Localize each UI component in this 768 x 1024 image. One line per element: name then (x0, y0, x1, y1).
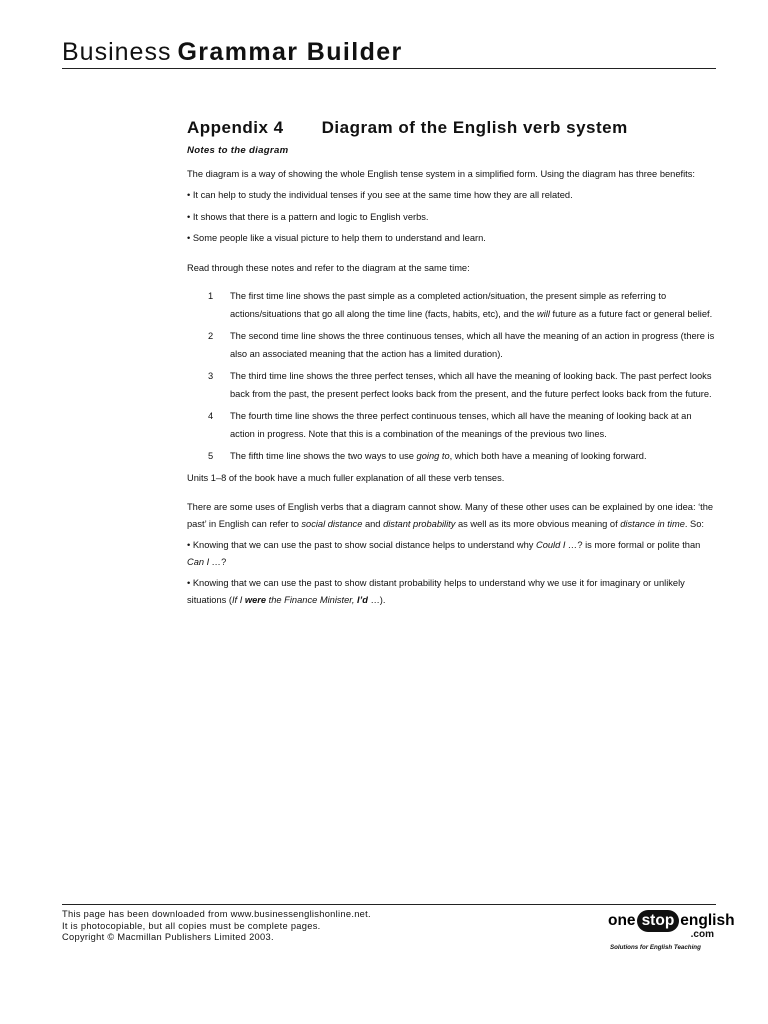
page-title (187, 116, 717, 140)
note-text: The second time line shows the three continuous tenses, which all have the meaning of an action in progress (there is also an associated meaning that the action has a limited duration). (230, 331, 715, 359)
emphasis: Can I … (187, 556, 222, 567)
benefit-item: • Some people like a visual picture to help them to understand and learn. (187, 233, 486, 243)
text-part: and (362, 518, 384, 529)
note-text-part: , which both have a meaning of looking forward. (449, 451, 647, 461)
footer-text (62, 909, 371, 944)
strong-emphasis: were (244, 594, 267, 605)
logo-stop: stop (637, 910, 680, 932)
logo-english: english (680, 912, 735, 929)
emphasis: Could I … (536, 540, 578, 550)
strong-emphasis: I’d (357, 594, 368, 605)
logo-tagline: Solutions for English Teaching (610, 944, 701, 951)
emphasis: distance in time (620, 518, 685, 529)
note-item (187, 408, 717, 443)
page-header (62, 34, 716, 69)
text-part: ? is more formal or polite than (577, 540, 701, 550)
note-text (230, 288, 717, 323)
logo-com: .com (690, 929, 714, 940)
note-item (187, 288, 717, 323)
footer-line: Copyright © Macmillan Publishers Limited 2003. (62, 932, 274, 942)
note-text-part: The first time line shows the past simple as a completed action/situation, the present simple as referring to actions/situations that go all along the time line (facts, habits, etc), and the (230, 291, 667, 319)
brand-light: Business (62, 38, 172, 66)
emphasis: distant probability (383, 518, 456, 529)
section-subtitle: Notes to the diagram (187, 145, 289, 156)
emphasis: the Finance Minister, (266, 594, 358, 605)
text-part: . So: (684, 518, 704, 529)
note-item (187, 368, 717, 403)
footer-divider (62, 904, 716, 905)
text-part: as well as its more obvious meaning of (455, 518, 621, 529)
text-part: …). (367, 594, 386, 605)
note-item (187, 328, 717, 363)
emphasis: social distance (301, 518, 363, 529)
note-emphasis: going to (416, 451, 450, 461)
note-number: 3 (208, 371, 214, 381)
benefit-item: • It can help to study the individual tenses if you see at the same time how they are all related. (187, 190, 573, 200)
main-content (187, 116, 717, 608)
note-text-part: The fifth time line shows the two ways to use (230, 451, 417, 461)
footer-line: This page has been downloaded from www.businessenglishonline.net. (62, 909, 371, 919)
note-text (230, 448, 717, 466)
units-note: Units 1–8 of the book have a much fuller explanation of all these verb tenses. (187, 472, 505, 483)
distant-probability-bullet (187, 575, 717, 608)
emphasis: If I (231, 594, 245, 605)
text-part: • Knowing that we can use the past to show social distance helps to understand why (187, 540, 536, 550)
logo-wordmark (608, 909, 735, 933)
read-through-paragraph: Read through these notes and refer to the diagram at the same time: (187, 262, 470, 273)
other-uses-paragraph (187, 499, 717, 532)
social-distance-bullet (187, 537, 717, 570)
note-number: 2 (208, 331, 214, 341)
notes-list (187, 288, 717, 466)
footer-line: It is photocopiable, but all copies must be complete pages. (62, 920, 321, 931)
note-emphasis: will (536, 308, 550, 319)
note-number: 5 (208, 451, 214, 461)
appendix-title: Diagram of the English verb system (321, 118, 628, 137)
benefit-item: • It shows that there is a pattern and logic to English verbs. (187, 211, 429, 222)
note-number: 4 (208, 411, 214, 421)
note-text: The third time line shows the three perfect tenses, which all have the meaning of looking back. The past perfect looks back from the past, the present perfect looks back from the present, and the future perfect looks back from the future. (230, 371, 712, 399)
text-part: There are some uses of English verbs that a diagram cannot show. Many of these other uses can be explained by one idea: ‘the past’ in English can refer to (187, 502, 714, 529)
brand-title (62, 40, 403, 65)
intro-paragraph: The diagram is a way of showing the whole English tense system in a simplified form. Using the diagram has three benefits: (187, 168, 695, 179)
note-text: The fourth time line shows the three perfect continuous tenses, which all have the meaning of looking back at an action in progress. Note that this is a combination of the meanings of the previous two lines. (230, 411, 692, 439)
note-item (187, 448, 717, 466)
appendix-label: Appendix 4 (187, 118, 284, 137)
note-number: 1 (208, 291, 214, 301)
text-part: ? (221, 556, 227, 567)
onestopenglish-logo[interactable] (608, 906, 735, 956)
note-text-part: future as a future fact or general belief. (549, 308, 713, 319)
text-part: • Knowing that we can use the past to show distant probability helps to understand why we use it for imaginary or unlikely situations ( (187, 578, 685, 605)
brand-bold: Grammar Builder (177, 38, 403, 66)
logo-one: one (608, 912, 636, 929)
